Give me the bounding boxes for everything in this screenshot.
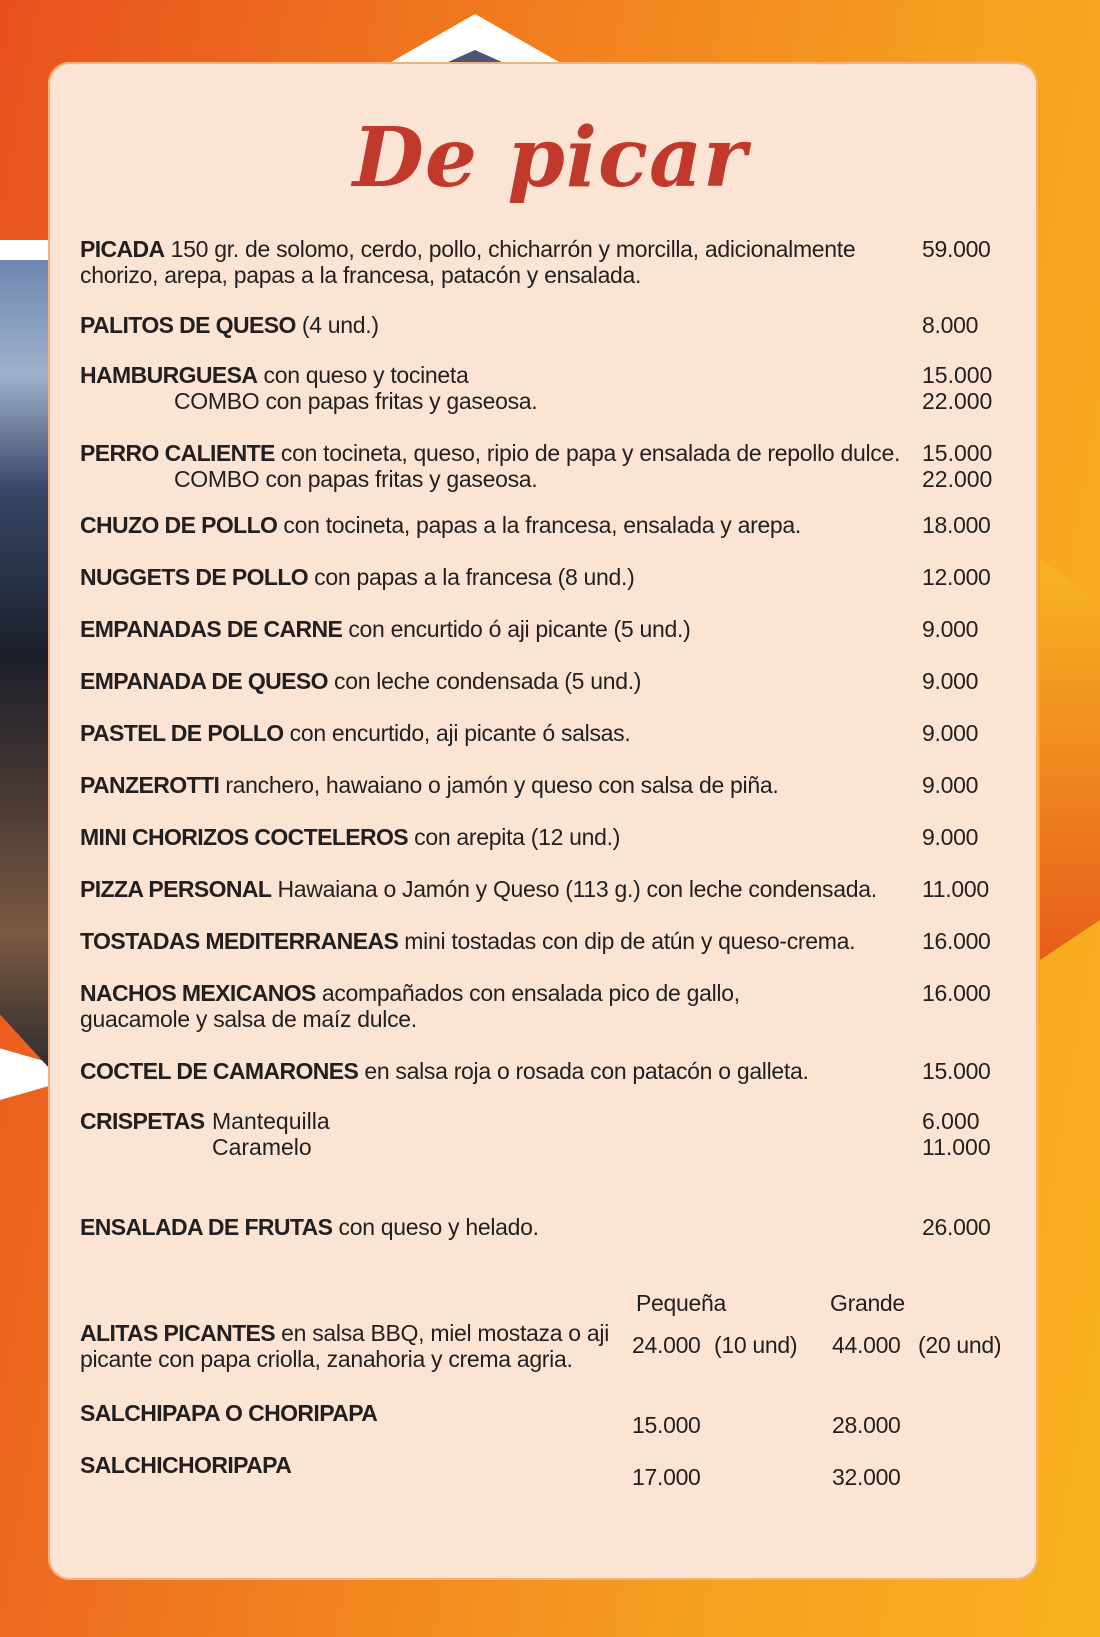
item-desc: en salsa BBQ, miel mostaza o aji [275, 1320, 609, 1346]
menu-item-crispetas [80, 1108, 1000, 1160]
menu-item-chuzo-de-pollo [80, 512, 1000, 538]
item-name: EMPANADAS DE CARNE [80, 616, 343, 642]
item-name: NUGGETS DE POLLO [80, 564, 309, 590]
item-price: 9.000 [922, 720, 979, 746]
salchichoripapa-price-small: 17.000 [632, 1464, 701, 1490]
item-desc: 150 gr. de solomo, cerdo, pollo, chicharrón y morcilla, adicionalmente [164, 236, 856, 262]
menu-item-picada [80, 236, 1000, 288]
item-name: EMPANADA DE QUESO [80, 668, 328, 694]
item-name: PIZZA PERSONAL [80, 876, 272, 902]
item-desc: con arepita (12 und.) [408, 824, 621, 850]
alitas-price-large: 44.000 [832, 1332, 901, 1358]
menu-item-coctel-de-camarones [80, 1058, 1000, 1084]
item-name: CHUZO DE POLLO [80, 512, 278, 538]
menu-item-empanada-de-queso [80, 668, 1000, 694]
item-name: PANZEROTTI [80, 772, 220, 798]
item-price: 16.000 [922, 928, 991, 954]
item-price: 9.000 [922, 772, 979, 798]
item-name: NACHOS MEXICANOS [80, 980, 316, 1006]
item-price: 9.000 [922, 824, 979, 850]
item-name: SALCHICHORIPAPA [80, 1452, 292, 1478]
item-price-2: 11.000 [922, 1134, 991, 1160]
size-header-grande: Grande [830, 1290, 905, 1316]
item-name: MINI CHORIZOS COCTELEROS [80, 824, 409, 850]
item-price: 26.000 [922, 1214, 991, 1240]
menu-item-mini-chorizos [80, 824, 1000, 850]
item-price: 15.000 [922, 440, 993, 466]
item-desc: con queso y helado. [332, 1214, 539, 1240]
item-desc: mini tostadas con dip de atún y queso-crema. [398, 928, 856, 954]
menu-item-empanadas-de-carne [80, 616, 1000, 642]
item-name: ENSALADA DE FRUTAS [80, 1214, 333, 1240]
item-desc: con encurtido ó aji picante (5 und.) [342, 616, 691, 642]
item-desc: con papas a la francesa (8 und.) [308, 564, 635, 590]
item-price: 8.000 [922, 312, 979, 338]
crispetas-option-caramelo: Caramelo [212, 1134, 312, 1160]
item-combo: COMBO con papas fritas y gaseosa. [174, 388, 538, 414]
item-desc: (4 und.) [295, 312, 379, 338]
item-desc: con leche condensada (5 und.) [327, 668, 642, 694]
item-desc: con tocineta, queso, ripio de papa y ensalada de repollo dulce. [274, 440, 901, 466]
item-name: ALITAS PICANTES [80, 1320, 276, 1346]
item-desc: ranchero, hawaiano o jamón y queso con salsa de piña. [219, 772, 779, 798]
alitas-note-small: (10 und) [714, 1332, 798, 1358]
item-price: 9.000 [922, 616, 979, 642]
menu-item-ensalada-de-frutas [80, 1214, 1000, 1240]
item-combo: COMBO con papas fritas y gaseosa. [174, 466, 538, 492]
item-name: SALCHIPAPA O CHORIPAPA [80, 1400, 378, 1426]
item-desc: con encurtido, aji picante ó salsas. [283, 720, 631, 746]
menu-item-perro-caliente [80, 440, 1000, 492]
item-price: 59.000 [922, 236, 991, 262]
item-desc-line2: guacamole y salsa de maíz dulce. [80, 1006, 417, 1032]
item-price: 6.000 [922, 1108, 980, 1134]
item-price: 12.000 [922, 564, 991, 590]
menu-item-hamburguesa [80, 362, 1000, 414]
decor-right-band [1040, 560, 1100, 960]
item-desc-line2: picante con papa criolla, zanahoria y crema agria. [80, 1346, 573, 1372]
menu-title: De picar [352, 110, 748, 206]
alitas-note-large: (20 und) [918, 1332, 1002, 1358]
salchichoripapa-price-large: 32.000 [832, 1464, 901, 1490]
menu-item-pizza-personal [80, 876, 1000, 902]
item-name: PALITOS DE QUESO [80, 312, 296, 338]
item-price: 15.000 [922, 362, 993, 388]
item-name: PICADA [80, 236, 165, 262]
salchipapa-price-small: 15.000 [632, 1412, 701, 1438]
item-price: 15.000 [922, 1058, 991, 1084]
item-desc: con tocineta, papas a la francesa, ensalada y arepa. [277, 512, 802, 538]
alitas-price-small: 24.000 [632, 1332, 701, 1358]
crispetas-option-mantequilla: Mantequilla [212, 1108, 330, 1134]
menu-item-tostadas-mediterraneas [80, 928, 1000, 954]
item-desc: con queso y tocineta [257, 362, 469, 388]
menu-item-panzerotti [80, 772, 1000, 798]
item-combo-price: 22.000 [922, 388, 993, 414]
item-name: COCTEL DE CAMARONES [80, 1058, 359, 1084]
item-price: 9.000 [922, 668, 979, 694]
item-desc: en salsa roja o rosada con patacón o galleta. [358, 1058, 809, 1084]
item-price: 16.000 [922, 980, 991, 1006]
item-name: CRISPETAS [80, 1108, 205, 1134]
menu-item-pastel-de-pollo [80, 720, 1000, 746]
size-header-pequena: Pequeña [636, 1290, 726, 1316]
menu-item-nuggets-de-pollo [80, 564, 1000, 590]
item-desc: acompañados con ensalada pico de gallo, [315, 980, 740, 1006]
item-name: PERRO CALIENTE [80, 440, 275, 466]
menu-item-nachos-mexicanos [80, 980, 1000, 1032]
item-desc-line2: chorizo, arepa, papas a la francesa, patacón y ensalada. [80, 262, 642, 288]
item-desc: Hawaiana o Jamón y Queso (113 g.) con leche condensada. [271, 876, 877, 902]
item-name: TOSTADAS MEDITERRANEAS [80, 928, 399, 954]
item-name: HAMBURGUESA [80, 362, 258, 388]
salchipapa-price-large: 28.000 [832, 1412, 901, 1438]
item-price: 18.000 [922, 512, 991, 538]
item-name: PASTEL DE POLLO [80, 720, 284, 746]
menu-item-palitos-de-queso [80, 312, 1000, 338]
item-combo-price: 22.000 [922, 466, 993, 492]
item-price: 11.000 [922, 876, 989, 902]
